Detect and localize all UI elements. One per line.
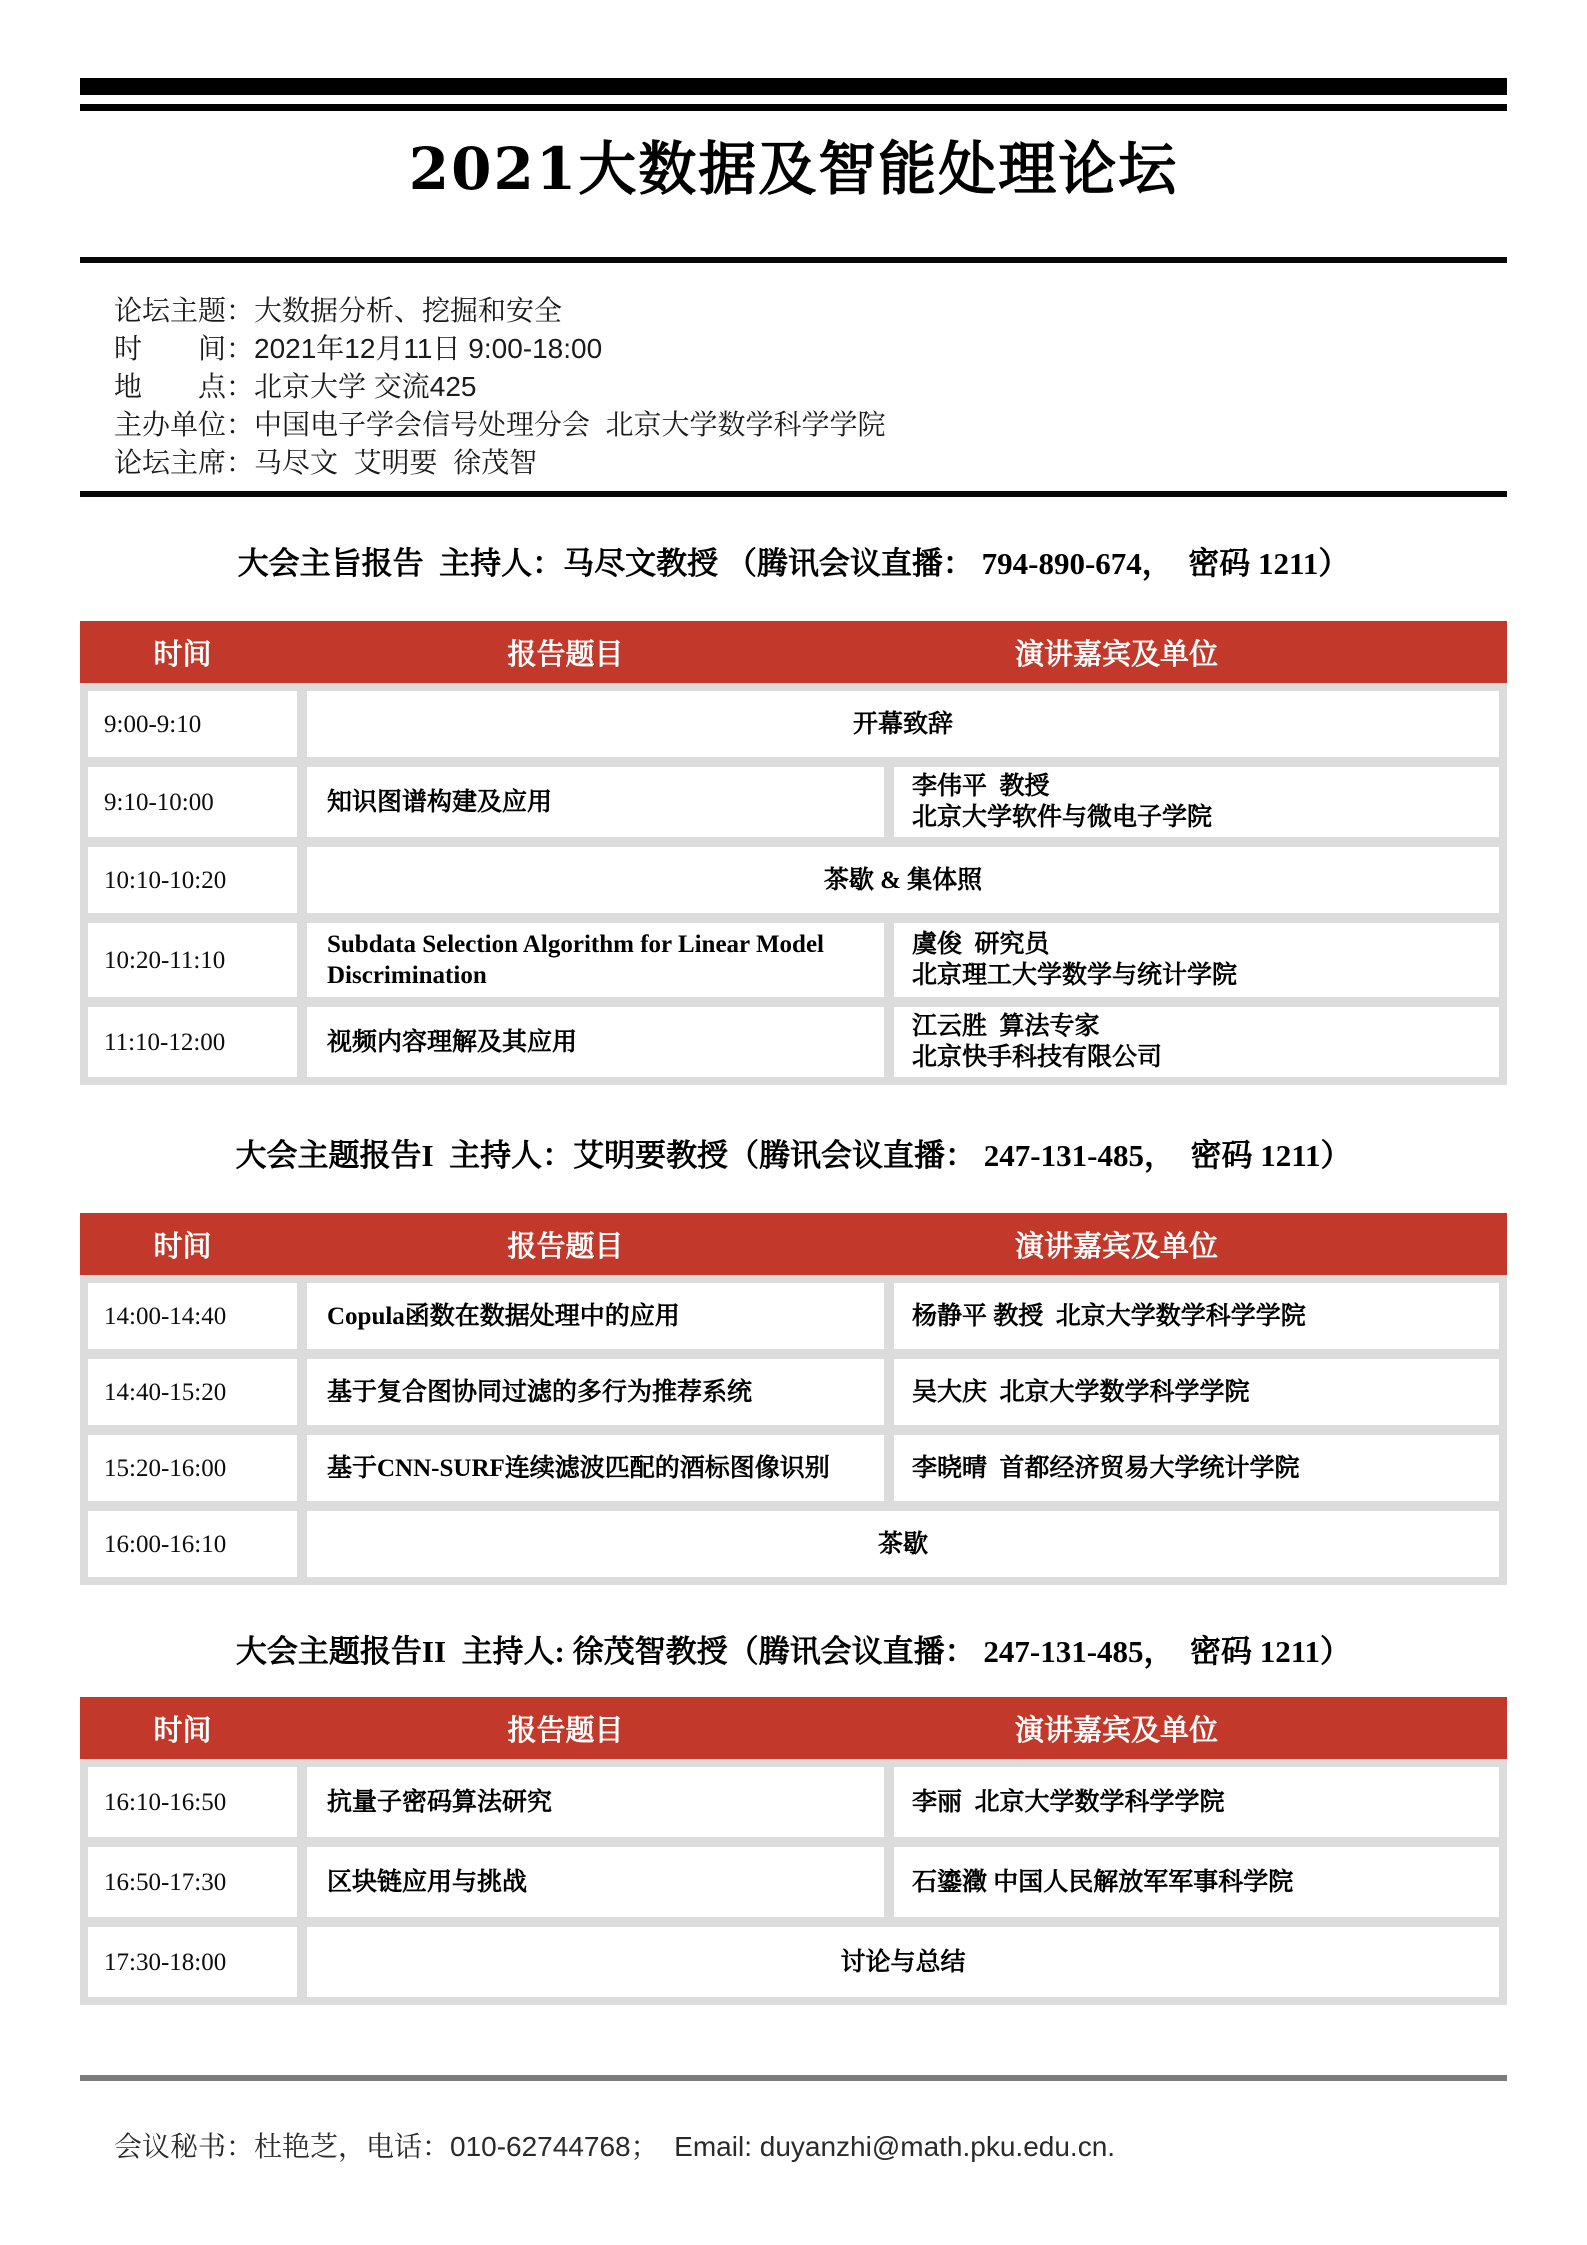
time-cell: 10:20-11:10: [88, 923, 297, 997]
table-body: [80, 683, 1507, 1085]
column-header-speaker: 演讲嘉宾及单位: [1014, 1230, 1218, 1263]
time-cell: 17:30-18:00: [88, 1927, 297, 1997]
info-line-time: 时 间：2021年12月11日 9:00-18:00: [114, 333, 603, 364]
section-heading-keynote: 大会主旨报告 主持人：马尽文教授 （腾讯会议直播： 794-890-674， 密码 1211）: [237, 546, 1350, 581]
speaker-name-org: 石鎏瀓 中国人民解放军军事科学院: [912, 1868, 1294, 1896]
column-header-time: 时间: [153, 1230, 212, 1263]
column-header-speaker: 演讲嘉宾及单位: [1014, 638, 1218, 671]
forum-info-block: [80, 292, 1507, 482]
topic-cell: 知识图谱构建及应用: [307, 767, 884, 837]
speaker-name-org: 李丽 北京大学数学科学学院: [912, 1788, 1225, 1816]
table-row: [88, 923, 1499, 997]
table-row: [88, 1511, 1499, 1577]
table-row: [88, 1435, 1499, 1501]
speaker-cell: [894, 1435, 1499, 1501]
topic-cell: 视频内容理解及其应用: [307, 1007, 884, 1077]
table-row: [88, 847, 1499, 913]
section-heading-theme1: 大会主题报告I 主持人：艾明要教授（腾讯会议直播： 247-131-485， 密码 1211）: [235, 1138, 1352, 1173]
table-row: [88, 1927, 1499, 1997]
time-cell: 9:10-10:00: [88, 767, 297, 837]
column-header-time: 时间: [153, 1714, 212, 1747]
table-header-row: [80, 621, 1507, 683]
info-line-theme: 论坛主题：大数据分析、挖掘和安全: [114, 295, 563, 326]
time-cell: 16:10-16:50: [88, 1767, 297, 1837]
speaker-org: 北京理工大学数学与统计学院: [912, 962, 1238, 989]
page-title: 2021大数据及智能处理论坛: [408, 135, 1179, 203]
time-cell: 16:50-17:30: [88, 1847, 297, 1917]
section-heading-theme2: 大会主题报告II 主持人: 徐茂智教授（腾讯会议直播： 247-131-485， 密码 1211）: [235, 1634, 1352, 1669]
table-row: [88, 691, 1499, 757]
speaker-cell: [894, 1283, 1499, 1349]
info-line-location: 地 点：北京大学 交流425: [114, 371, 477, 402]
merged-event-cell: 茶歇 & 集体照: [307, 847, 1499, 913]
merged-event-cell: 开幕致辞: [307, 691, 1499, 757]
topic-cell: 区块链应用与挑战: [307, 1847, 884, 1917]
page-content: [80, 78, 1507, 2165]
time-cell: 14:40-15:20: [88, 1359, 297, 1425]
topic-cell: 基于CNN-SURF连续滤波匹配的酒标图像识别: [307, 1435, 884, 1501]
speaker-org: 北京大学软件与微电子学院: [912, 804, 1213, 831]
topic-cell: Subdata Selection Algorithm for Linear Model Discrimination: [307, 923, 884, 997]
speaker-name: 李伟平 教授: [912, 773, 1050, 800]
table-row: [88, 767, 1499, 837]
title-divider-rule: [80, 257, 1507, 263]
speaker-name: 江云胜 算法专家: [912, 1013, 1100, 1040]
topic-cell: 基于复合图协同过滤的多行为推荐系统: [307, 1359, 884, 1425]
time-cell: 16:00-16:10: [88, 1511, 297, 1577]
time-cell: 15:20-16:00: [88, 1435, 297, 1501]
keynote-schedule-table: [80, 621, 1507, 1085]
time-cell: 10:10-10:20: [88, 847, 297, 913]
footer-divider-rule: [80, 2075, 1507, 2081]
speaker-org: 北京快手科技有限公司: [912, 1044, 1163, 1071]
speaker-cell: [894, 1767, 1499, 1837]
table-header-row: [80, 1213, 1507, 1275]
column-header-time: 时间: [153, 638, 212, 671]
speaker-cell: [894, 923, 1499, 997]
topic-cell: Copula函数在数据处理中的应用: [307, 1283, 884, 1349]
topic-cell: 抗量子密码算法研究: [307, 1767, 884, 1837]
speaker-name: 虞俊 研究员: [912, 931, 1050, 958]
table-row: [88, 1767, 1499, 1837]
speaker-cell: [894, 1847, 1499, 1917]
info-line-chairs: 论坛主席：马尽文 艾明要 徐茂智: [114, 447, 538, 478]
time-cell: 9:00-9:10: [88, 691, 297, 757]
speaker-name-org: 吴大庆 北京大学数学科学学院: [912, 1378, 1250, 1406]
column-header-speaker: 演讲嘉宾及单位: [1014, 1714, 1218, 1747]
column-header-topic: 报告题目: [507, 1714, 624, 1747]
table-row: [88, 1359, 1499, 1425]
speaker-name-org: 杨静平 教授 北京大学数学科学学院: [912, 1302, 1306, 1330]
table-header-row: [80, 1697, 1507, 1759]
top-thin-rule: [80, 104, 1507, 111]
table-row: [88, 1283, 1499, 1349]
theme1-schedule-table: [80, 1213, 1507, 1585]
table-row: [88, 1847, 1499, 1917]
column-header-topic: 报告题目: [507, 1230, 624, 1263]
speaker-cell: [894, 1007, 1499, 1077]
info-line-organizer: 主办单位：中国电子学会信号处理分会 北京大学数学科学学院: [114, 409, 886, 440]
table-body: [80, 1759, 1507, 2005]
speaker-cell: [894, 1359, 1499, 1425]
speaker-cell: [894, 767, 1499, 837]
top-thick-rule: [80, 78, 1507, 95]
table-body: [80, 1275, 1507, 1585]
merged-event-cell: 讨论与总结: [307, 1927, 1499, 1997]
theme2-schedule-table: [80, 1697, 1507, 2005]
table-row: [88, 1007, 1499, 1077]
merged-event-cell: 茶歇: [307, 1511, 1499, 1577]
column-header-topic: 报告题目: [507, 638, 624, 671]
time-cell: 14:00-14:40: [88, 1283, 297, 1349]
info-divider-rule: [80, 491, 1507, 497]
time-cell: 11:10-12:00: [88, 1007, 297, 1077]
secretary-contact-line: 会议秘书：杜艳芝，电话：010-62744768； Email: duyanzhi@math.pku.edu.cn.: [114, 2131, 1116, 2162]
speaker-name-org: 李晓晴 首都经济贸易大学统计学院: [912, 1454, 1300, 1482]
